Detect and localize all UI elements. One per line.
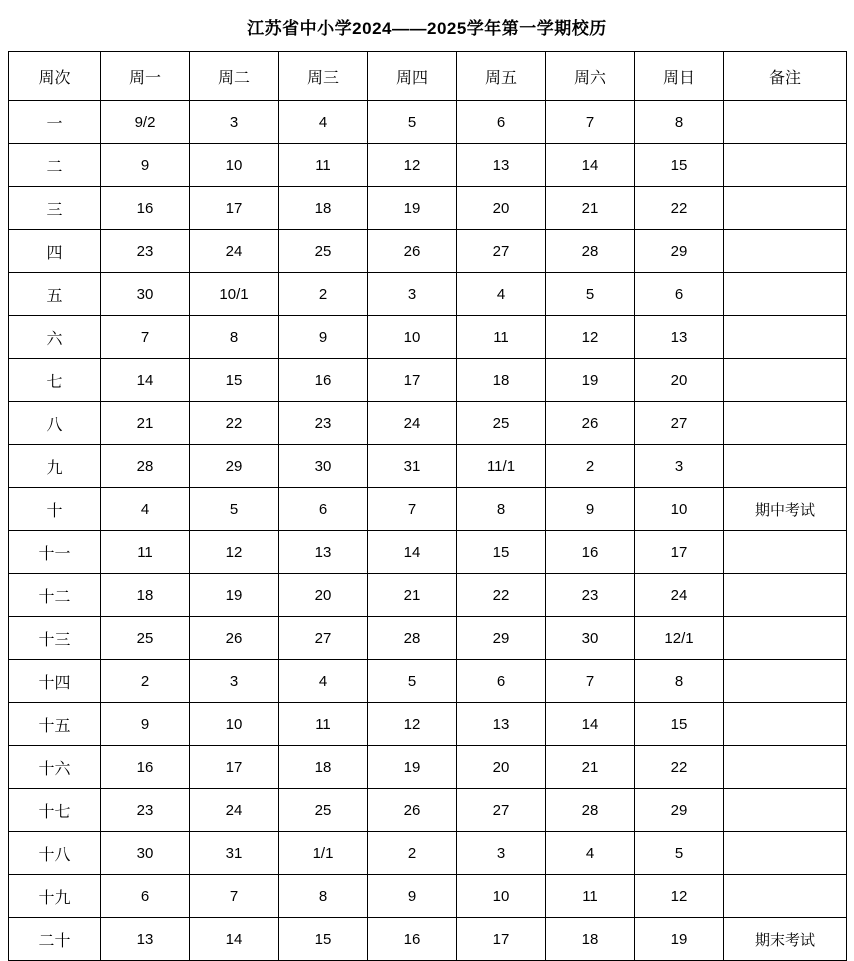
day-cell: 25 (457, 402, 546, 445)
day-cell: 22 (635, 746, 724, 789)
day-cell: 23 (546, 574, 635, 617)
day-cell: 3 (190, 101, 279, 144)
week-label: 十五 (9, 703, 101, 746)
day-cell: 5 (635, 832, 724, 875)
day-cell: 26 (368, 789, 457, 832)
remark-cell (724, 875, 847, 918)
day-cell: 19 (190, 574, 279, 617)
day-cell: 25 (101, 617, 190, 660)
day-cell: 21 (546, 187, 635, 230)
school-calendar-table (8, 51, 847, 961)
remark-cell: 期末考试 (724, 918, 847, 961)
day-cell: 20 (279, 574, 368, 617)
day-cell: 8 (635, 660, 724, 703)
remark-cell (724, 316, 847, 359)
day-cell: 14 (190, 918, 279, 961)
remark-cell (724, 617, 847, 660)
table-body (9, 101, 847, 961)
day-cell: 10/1 (190, 273, 279, 316)
column-header-friday: 周五 (457, 52, 546, 101)
column-header-week: 周次 (9, 52, 101, 101)
week-label: 十四 (9, 660, 101, 703)
day-cell: 18 (101, 574, 190, 617)
week-label: 十七 (9, 789, 101, 832)
week-label: 七 (9, 359, 101, 402)
day-cell: 19 (368, 187, 457, 230)
day-cell: 24 (190, 789, 279, 832)
day-cell: 15 (279, 918, 368, 961)
remark-cell (724, 144, 847, 187)
table-row (9, 187, 847, 230)
day-cell: 6 (635, 273, 724, 316)
day-cell: 7 (190, 875, 279, 918)
day-cell: 17 (368, 359, 457, 402)
day-cell: 30 (101, 273, 190, 316)
day-cell: 10 (457, 875, 546, 918)
remark-cell (724, 402, 847, 445)
day-cell: 6 (279, 488, 368, 531)
table-header (9, 52, 847, 101)
remark-cell (724, 789, 847, 832)
day-cell: 19 (635, 918, 724, 961)
day-cell: 12 (368, 144, 457, 187)
table-row (9, 402, 847, 445)
week-label: 四 (9, 230, 101, 273)
table-row (9, 789, 847, 832)
day-cell: 2 (101, 660, 190, 703)
column-header-tuesday: 周二 (190, 52, 279, 101)
day-cell: 14 (546, 144, 635, 187)
day-cell: 16 (279, 359, 368, 402)
remark-cell (724, 746, 847, 789)
day-cell: 5 (546, 273, 635, 316)
day-cell: 13 (279, 531, 368, 574)
table-row (9, 531, 847, 574)
day-cell: 27 (457, 789, 546, 832)
remark-cell (724, 230, 847, 273)
column-header-sunday: 周日 (635, 52, 724, 101)
day-cell: 28 (546, 789, 635, 832)
column-header-remark: 备注 (724, 52, 847, 101)
remark-cell (724, 273, 847, 316)
week-label: 一 (9, 101, 101, 144)
day-cell: 3 (190, 660, 279, 703)
day-cell: 10 (368, 316, 457, 359)
day-cell: 12/1 (635, 617, 724, 660)
week-label: 二 (9, 144, 101, 187)
day-cell: 7 (546, 660, 635, 703)
day-cell: 9 (101, 144, 190, 187)
day-cell: 29 (190, 445, 279, 488)
day-cell: 8 (635, 101, 724, 144)
day-cell: 31 (368, 445, 457, 488)
day-cell: 8 (457, 488, 546, 531)
day-cell: 13 (635, 316, 724, 359)
week-label: 五 (9, 273, 101, 316)
remark-cell (724, 445, 847, 488)
week-label: 九 (9, 445, 101, 488)
week-label: 十一 (9, 531, 101, 574)
day-cell: 14 (546, 703, 635, 746)
week-label: 十二 (9, 574, 101, 617)
day-cell: 6 (101, 875, 190, 918)
day-cell: 9/2 (101, 101, 190, 144)
week-label: 十 (9, 488, 101, 531)
table-row (9, 445, 847, 488)
remark-cell (724, 101, 847, 144)
week-label: 十三 (9, 617, 101, 660)
day-cell: 17 (635, 531, 724, 574)
day-cell: 29 (635, 230, 724, 273)
table-row (9, 488, 847, 531)
day-cell: 22 (635, 187, 724, 230)
day-cell: 26 (190, 617, 279, 660)
table-row (9, 144, 847, 187)
remark-cell (724, 660, 847, 703)
page-title: 江苏省中小学2024——2025学年第一学期校历 (247, 19, 607, 38)
day-cell: 2 (279, 273, 368, 316)
week-label: 十六 (9, 746, 101, 789)
day-cell: 9 (101, 703, 190, 746)
day-cell: 17 (190, 187, 279, 230)
day-cell: 27 (635, 402, 724, 445)
day-cell: 25 (279, 230, 368, 273)
day-cell: 3 (635, 445, 724, 488)
day-cell: 20 (635, 359, 724, 402)
day-cell: 16 (101, 746, 190, 789)
table-row (9, 359, 847, 402)
day-cell: 21 (546, 746, 635, 789)
day-cell: 16 (101, 187, 190, 230)
day-cell: 29 (635, 789, 724, 832)
week-label: 二十 (9, 918, 101, 961)
day-cell: 4 (546, 832, 635, 875)
day-cell: 4 (279, 101, 368, 144)
day-cell: 26 (546, 402, 635, 445)
day-cell: 11 (279, 144, 368, 187)
day-cell: 16 (546, 531, 635, 574)
week-label: 十八 (9, 832, 101, 875)
day-cell: 3 (368, 273, 457, 316)
day-cell: 16 (368, 918, 457, 961)
week-label: 三 (9, 187, 101, 230)
day-cell: 20 (457, 746, 546, 789)
day-cell: 11 (279, 703, 368, 746)
day-cell: 1/1 (279, 832, 368, 875)
day-cell: 10 (190, 144, 279, 187)
day-cell: 12 (190, 531, 279, 574)
day-cell: 8 (190, 316, 279, 359)
day-cell: 8 (279, 875, 368, 918)
table-row (9, 832, 847, 875)
day-cell: 30 (101, 832, 190, 875)
column-header-thursday: 周四 (368, 52, 457, 101)
day-cell: 28 (368, 617, 457, 660)
day-cell: 18 (279, 187, 368, 230)
column-header-wednesday: 周三 (279, 52, 368, 101)
table-row (9, 101, 847, 144)
day-cell: 23 (279, 402, 368, 445)
week-label: 六 (9, 316, 101, 359)
day-cell: 22 (457, 574, 546, 617)
week-label: 十九 (9, 875, 101, 918)
day-cell: 23 (101, 230, 190, 273)
column-header-saturday: 周六 (546, 52, 635, 101)
day-cell: 13 (101, 918, 190, 961)
column-header-monday: 周一 (101, 52, 190, 101)
day-cell: 11/1 (457, 445, 546, 488)
remark-cell (724, 832, 847, 875)
day-cell: 21 (368, 574, 457, 617)
day-cell: 21 (101, 402, 190, 445)
day-cell: 22 (190, 402, 279, 445)
day-cell: 10 (635, 488, 724, 531)
day-cell: 9 (546, 488, 635, 531)
day-cell: 20 (457, 187, 546, 230)
day-cell: 9 (368, 875, 457, 918)
remark-cell (724, 574, 847, 617)
day-cell: 12 (368, 703, 457, 746)
table-row (9, 660, 847, 703)
calendar-table-wrapper (0, 51, 854, 961)
day-cell: 18 (457, 359, 546, 402)
day-cell: 13 (457, 703, 546, 746)
day-cell: 28 (546, 230, 635, 273)
day-cell: 28 (101, 445, 190, 488)
remark-cell (724, 359, 847, 402)
day-cell: 30 (279, 445, 368, 488)
day-cell: 4 (279, 660, 368, 703)
table-row (9, 316, 847, 359)
day-cell: 31 (190, 832, 279, 875)
day-cell: 14 (101, 359, 190, 402)
day-cell: 26 (368, 230, 457, 273)
remark-cell (724, 703, 847, 746)
day-cell: 5 (368, 101, 457, 144)
day-cell: 15 (635, 703, 724, 746)
day-cell: 7 (546, 101, 635, 144)
day-cell: 10 (190, 703, 279, 746)
day-cell: 11 (101, 531, 190, 574)
day-cell: 30 (546, 617, 635, 660)
day-cell: 14 (368, 531, 457, 574)
day-cell: 4 (101, 488, 190, 531)
day-cell: 15 (457, 531, 546, 574)
table-row (9, 746, 847, 789)
day-cell: 25 (279, 789, 368, 832)
week-label: 八 (9, 402, 101, 445)
table-row (9, 703, 847, 746)
day-cell: 15 (635, 144, 724, 187)
day-cell: 11 (457, 316, 546, 359)
table-row (9, 918, 847, 961)
day-cell: 7 (101, 316, 190, 359)
day-cell: 12 (546, 316, 635, 359)
day-cell: 23 (101, 789, 190, 832)
day-cell: 24 (190, 230, 279, 273)
day-cell: 3 (457, 832, 546, 875)
day-cell: 27 (457, 230, 546, 273)
day-cell: 19 (368, 746, 457, 789)
table-row (9, 230, 847, 273)
day-cell: 6 (457, 660, 546, 703)
day-cell: 27 (279, 617, 368, 660)
table-row (9, 875, 847, 918)
day-cell: 29 (457, 617, 546, 660)
table-row (9, 273, 847, 316)
day-cell: 7 (368, 488, 457, 531)
day-cell: 12 (635, 875, 724, 918)
day-cell: 15 (190, 359, 279, 402)
day-cell: 13 (457, 144, 546, 187)
remark-cell (724, 187, 847, 230)
day-cell: 2 (546, 445, 635, 488)
day-cell: 19 (546, 359, 635, 402)
day-cell: 5 (368, 660, 457, 703)
day-cell: 17 (190, 746, 279, 789)
table-header-row (9, 52, 847, 101)
day-cell: 6 (457, 101, 546, 144)
table-row (9, 617, 847, 660)
table-row (9, 574, 847, 617)
day-cell: 18 (279, 746, 368, 789)
remark-cell (724, 531, 847, 574)
day-cell: 4 (457, 273, 546, 316)
day-cell: 11 (546, 875, 635, 918)
day-cell: 2 (368, 832, 457, 875)
day-cell: 18 (546, 918, 635, 961)
day-cell: 24 (368, 402, 457, 445)
day-cell: 9 (279, 316, 368, 359)
day-cell: 17 (457, 918, 546, 961)
day-cell: 24 (635, 574, 724, 617)
remark-cell: 期中考试 (724, 488, 847, 531)
day-cell: 5 (190, 488, 279, 531)
